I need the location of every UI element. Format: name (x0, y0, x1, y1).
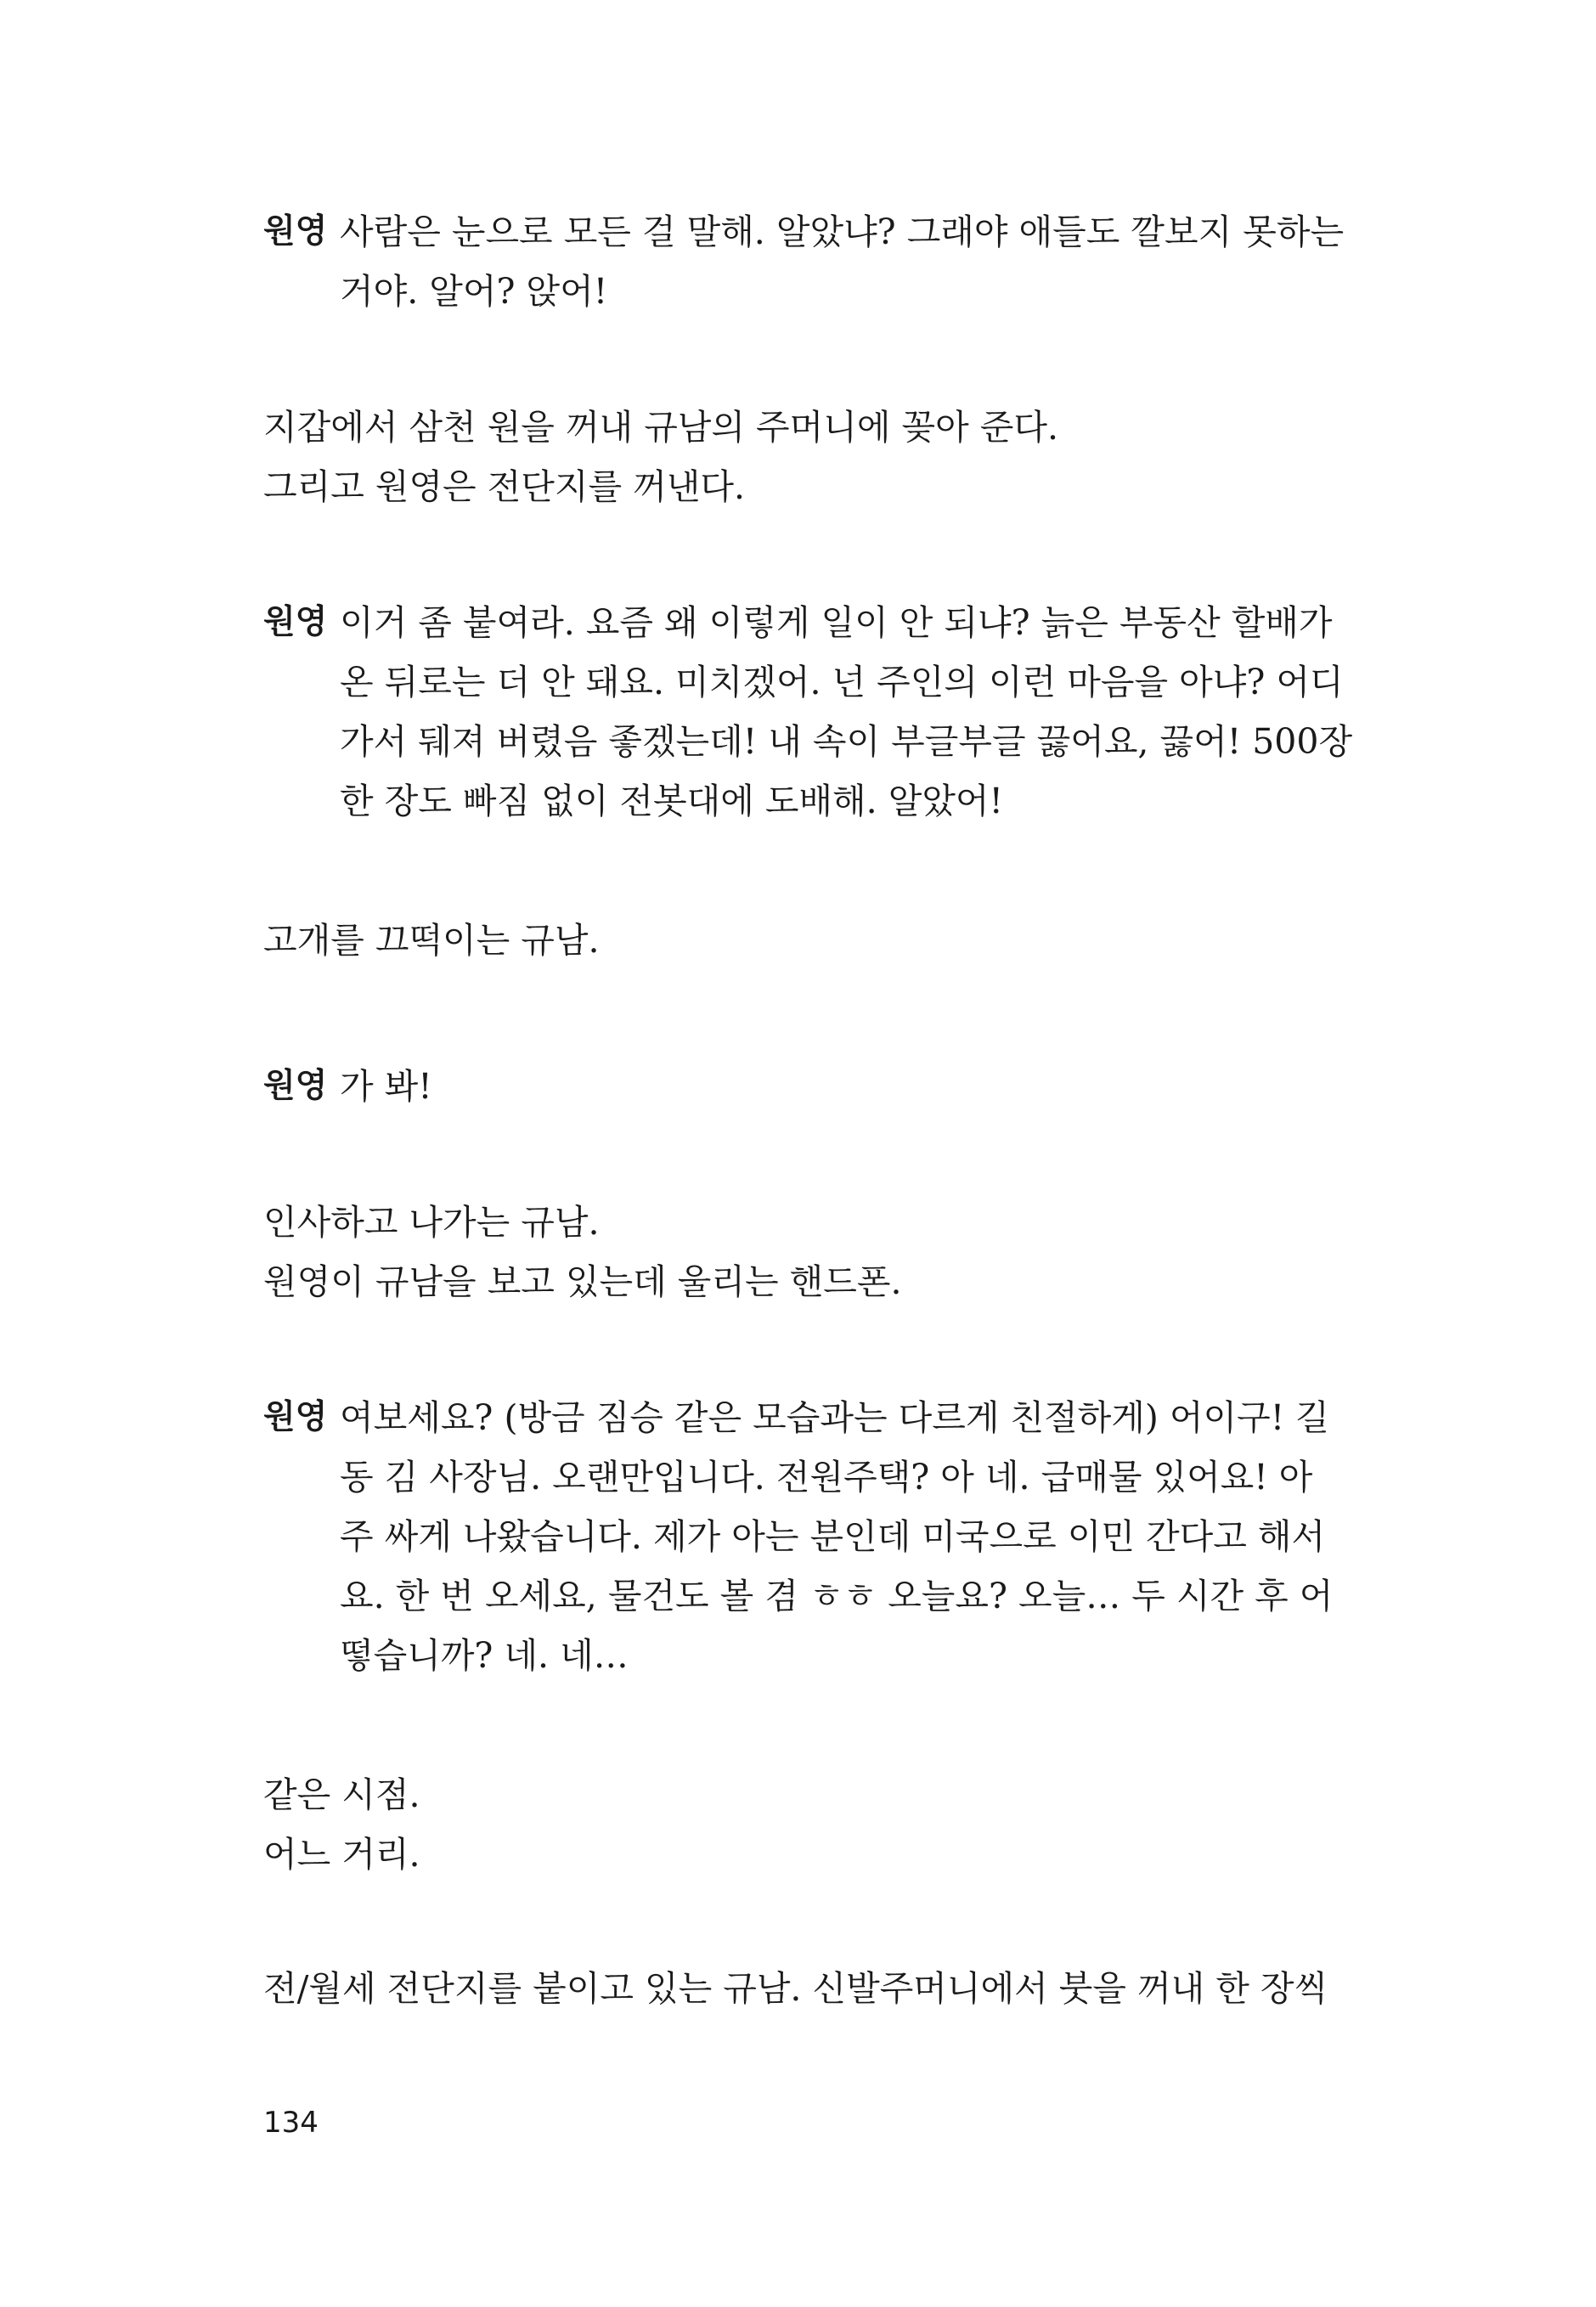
dialogue-line: 여보세요? (방금 짐승 같은 모습과는 다르게 친절하게) 어이구! 길 (340, 1397, 1329, 1438)
stage-direction (263, 1959, 1328, 2018)
dialogue-line: 가서 뒈져 버렸음 좋겠는데! 내 속이 부글부글 끓어요, 끓어! 500장 (340, 721, 1353, 762)
dialogue-block (263, 1388, 1334, 1685)
dialogue-line: 이거 좀 붙여라. 요즘 왜 이렇게 일이 안 되냐? 늙은 부동산 할배가 (340, 602, 1333, 643)
dialogue-line: 떻습니까? 네. 네… (340, 1635, 629, 1676)
dialogue-block (263, 202, 1345, 321)
direction-line: 같은 시점. (263, 1774, 420, 1815)
dialogue-line: 주 싸게 나왔습니다. 제가 아는 분인데 미국으로 이민 간다고 해서 (340, 1516, 1326, 1557)
stage-direction (263, 1193, 1266, 1311)
dialogue-line: 거야. 알어? 앉어! (340, 271, 608, 312)
direction-line: 전/월세 전단지를 붙이고 있는 규남. 신발주머니에서 붓을 꺼내 한 장씩 (263, 1968, 1328, 2009)
dialogue-line: 사람은 눈으로 모든 걸 말해. 알았냐? 그래야 애들도 깔보지 못하는 (340, 212, 1345, 252)
dialogue-line: 한 장도 빠짐 없이 전봇대에 도배해. 알았어! (340, 781, 1004, 821)
stage-direction (263, 911, 1266, 970)
dialogue-line: 동 김 사장님. 오랜만입니다. 전원주택? 아 네. 급매물 있어요! 아 (340, 1457, 1313, 1498)
dialogue-line: 온 뒤로는 더 안 돼요. 미치겠어. 넌 주인의 이런 마음을 아냐? 어디 (340, 662, 1344, 702)
speaker-name: 원영 (263, 1067, 328, 1105)
dialogue-line: 가 봐! (340, 1066, 432, 1107)
dialogue-line: 요. 한 번 오세요, 물건도 볼 겸 ㅎㅎ 오늘요? 오늘… 두 시간 후 어 (340, 1576, 1334, 1616)
dialogue-block (263, 593, 1353, 831)
direction-line: 그리고 원영은 전단지를 꺼낸다. (263, 466, 746, 507)
direction-line: 인사하고 나가는 규남. (263, 1202, 600, 1243)
dialogue-block (263, 1057, 1266, 1116)
speaker-name: 원영 (263, 1398, 328, 1436)
speaker-name: 원영 (263, 212, 328, 251)
stage-direction (263, 1765, 1266, 1884)
direction-line: 어느 거리. (263, 1834, 420, 1875)
stage-direction (263, 398, 1266, 516)
direction-line: 원영이 규남을 보고 있는데 울리는 핸드폰. (263, 1261, 902, 1302)
page-number: 134 (263, 2106, 319, 2140)
direction-line: 고개를 끄떡이는 규남. (263, 920, 600, 961)
speaker-name: 원영 (263, 603, 328, 641)
direction-line: 지갑에서 삼천 원을 꺼내 규남의 주머니에 꽂아 준다. (263, 407, 1058, 448)
